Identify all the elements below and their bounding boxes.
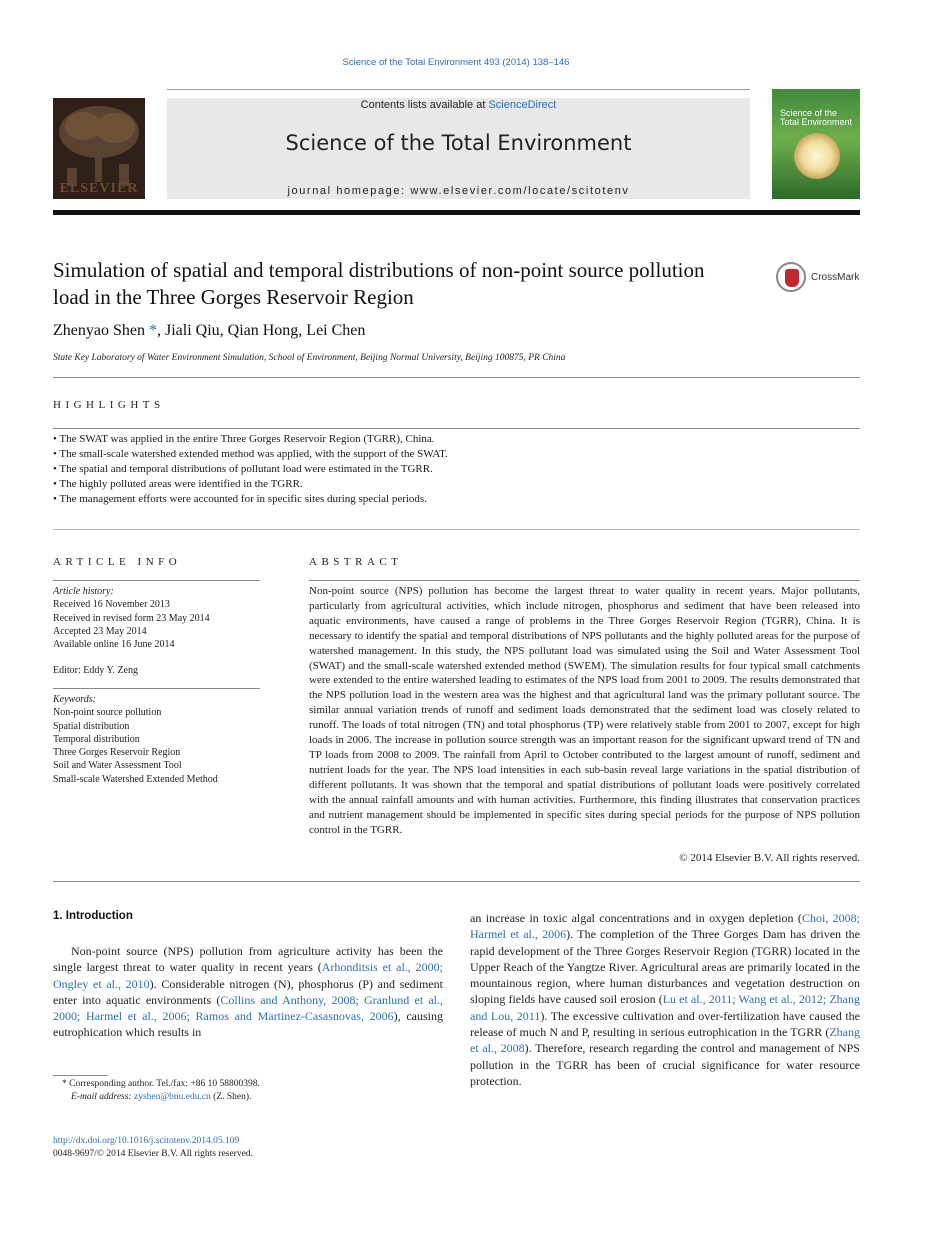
contents-prefix: Contents lists available at (360, 99, 489, 111)
sciencedirect-link[interactable]: ScienceDirect (488, 99, 557, 111)
intro-text: Non-point source (NPS) pollution from agriculture activity has been the single largest threat to water quality in recent years ( (53, 944, 443, 975)
intro-text: ). The completion of the Three Gorges Dam has driven the rapid development of the Three Gorges Reservoir Region (TGRR) located in the Upper Reach of the Yangtze River. Agricultural areas are primarily located in the mountainous region, where human disturbances and vegetation destruction on sloping fields have caused soil erosion ( (470, 927, 860, 1007)
citation-link[interactable]: Choi, 2008; Harmel et al., 2006 (470, 911, 861, 942)
abstract-copyright: © 2014 Elsevier B.V. All rights reserved. (679, 852, 860, 864)
first-author: Zhenyao Shen (53, 322, 145, 339)
contents-line (167, 99, 750, 111)
crossmark-icon (776, 262, 806, 292)
cover-flower-icon (794, 133, 840, 179)
author-list (53, 322, 365, 340)
issn-line: 0048-9697/© 2014 Elsevier B.V. All rights reserved. (53, 1149, 253, 1159)
highlights-list (53, 432, 860, 507)
divider (53, 529, 860, 530)
footnote (62, 1078, 442, 1104)
history-received: Received 16 November 2013 (53, 599, 170, 611)
email-link[interactable]: zyshen@bnu.edu.cn (133, 1092, 211, 1102)
banner-rule (167, 89, 750, 90)
citation-link[interactable]: Lu et al., 2011; Wang et al., 2012; Zhang and Lou, 2011 (470, 992, 861, 1023)
journal-name: Science of the Total Environment (285, 131, 632, 155)
citation-link[interactable]: Collins and Anthony, 2008; Granlund et al., 2000; Harmel et al., 2006; Ramos and Martinez-Casasnovas, 2006 (53, 992, 443, 1024)
highlight-item: • The management efforts were accounted for in specific sites during special periods. (53, 493, 427, 505)
citation-link[interactable]: Arhonditsis et al., 2000; Ongley et al., 2010 (53, 960, 443, 991)
history-revised: Received in revised form 23 May 2014 (53, 612, 210, 624)
article-history (53, 585, 260, 678)
corresponding-star-link[interactable]: * (148, 322, 157, 339)
divider (53, 377, 860, 378)
journal-cover-image (772, 89, 860, 199)
keyword: Non-point source pollution (53, 707, 162, 719)
publisher-wordmark: ELSEVIER (59, 181, 139, 196)
keyword: Temporal distribution (53, 733, 140, 745)
editor: Editor: Eddy Y. Zeng (53, 665, 138, 677)
divider (53, 881, 860, 882)
keywords-label: Keywords: (53, 694, 96, 705)
citation-link[interactable]: Zhang et al., 2008 (470, 1025, 860, 1056)
email-line (62, 1091, 442, 1104)
keyword: Soil and Water Assessment Tool (53, 760, 182, 772)
divider (53, 580, 260, 581)
affiliation: State Key Laboratory of Water Environment Simulation, School of Environment, Beijing Normal University, Beijing 100875, PR China (53, 353, 566, 363)
page-footer (53, 1135, 453, 1161)
journal-homepage[interactable]: journal homepage: www.elsevier.com/locate/scitotenv (287, 185, 630, 197)
intro-paragraph-right (470, 910, 860, 1089)
abstract-text: Non-point source (NPS) pollution has become the largest threat to water quality in recent years. Major pollutants, particularly from agricultural activities, which include nitrogen, phosphorus and sediment that have been released into aquatic environments, have caused a range of problems in the Three Gorges Reservoir Region (TGRR), China. It is necessary to identify the spatial and temporal distributions of NPS pollutants and the highly polluted areas for the purpose of watershed management. In this study, the NPS pollutant load was simulated using the Soil and Water Assessment Tool (SWAT) and the small-scale watershed extended method (SWEM). The simulation results for four typical small catchments were extended to the entire watershed leading to estimates of the NPS load from 2001 to 2009. The results demonstrated that the NPS pollution load in the western area was the highest and that agricultural land was the primary pollutant source. The similar annual variation trends of runoff and sediment loads demonstrated that the sediment load was closely related to runoff. The loads of total nitrogen (TN) and total phosphorus (TP) were relatively stable from 2001 to 2007, except for high loads in 2006. The increase in pollution source strength was an important reason for the significant upward trend of TN and TP loads from 2008 to 2009. The rainfall from April to October contributed to the largest amount of runoff, sediment and nutrient loads for the year. The NPS load intensities in each sub-basin reveal large variations in the spatial distribution of different pollutants. It was shown that the temporal and spatial distributions of pollutant loads were positively correlated with the annual rainfall amounts and with human activities. Furthermore, this finding illustrates that conservation practices and nutrient management should be implemented in specific sites during special periods for the purpose of NPS pollution control in the TGRR. (309, 585, 860, 836)
history-online: Available online 16 June 2014 (53, 639, 175, 651)
crossmark-badge[interactable] (776, 262, 860, 294)
highlight-item: • The SWAT was applied in the entire Three Gorges Reservoir Region (TGRR), China. (53, 433, 435, 445)
keyword: Small-scale Watershed Extended Method (53, 773, 218, 785)
history-label: Article history: (53, 586, 114, 597)
keyword: Three Gorges Reservoir Region (53, 747, 181, 759)
divider (53, 428, 860, 429)
highlight-item: • The spatial and temporal distributions of pollutant load were estimated in the TGRR. (53, 463, 433, 475)
footnote-rule (53, 1075, 108, 1076)
intro-text: ). The excessive cultivation and over-fertilization have caused the release of much N and P, resulting in serious eutrophication in the TGRR ( (470, 1008, 860, 1040)
intro-paragraph-left (53, 943, 443, 1041)
article-info-heading: ARTICLE INFO (53, 556, 182, 568)
divider (309, 580, 860, 581)
coauthors: , Jiali Qiu, Qian Hong, Lei Chen (156, 322, 366, 339)
keywords (53, 693, 260, 786)
highlights-heading: HIGHLIGHTS (53, 399, 165, 411)
journal-reference[interactable]: Science of the Total Environment 493 (2014) 138–146 (342, 57, 570, 68)
history-accepted: Accepted 23 May 2014 (53, 625, 147, 637)
crossmark-label: CrossMark (811, 272, 860, 283)
intro-text: ). Therefore, research regarding the control and management of NPS pollution in the TGRR has been of crucial significance for water resource protection. (470, 1041, 860, 1088)
keyword: Spatial distribution (53, 720, 130, 732)
highlight-item: • The small-scale watershed extended method was applied, with the support of the SWAT. (53, 448, 448, 460)
elsevier-logo (53, 98, 145, 199)
abstract-heading: ABSTRACT (309, 556, 403, 568)
highlight-item: • The highly polluted areas were identified in the TGRR. (53, 478, 303, 490)
intro-text: an increase in toxic algal concentrations and in oxygen depletion ( (470, 911, 802, 925)
header-divider (53, 210, 860, 215)
email-label: E-mail address: (71, 1092, 134, 1102)
article-title: Simulation of spatial and temporal distributions of non-point source pollution load in the Three Gorges Reservoir Region (53, 258, 705, 309)
introduction-heading: 1. Introduction (53, 910, 133, 922)
intro-text: ), causing eutrophication which results in (53, 1009, 444, 1040)
divider (53, 688, 260, 689)
intro-text: ). Considerable nitrogen (N), phosphorus (P) and sediment enter into aquatic environments ( (53, 976, 443, 1007)
email-suffix: (Z. Shen). (210, 1092, 252, 1102)
doi-link[interactable]: http://dx.doi.org/10.1016/j.scitotenv.2014.05.109 (53, 1136, 240, 1146)
corresponding-author-note: * Corresponding author. Tel./fax: +86 10 58800398. (62, 1079, 260, 1089)
cover-title: Science of the Total Environment (780, 108, 853, 127)
